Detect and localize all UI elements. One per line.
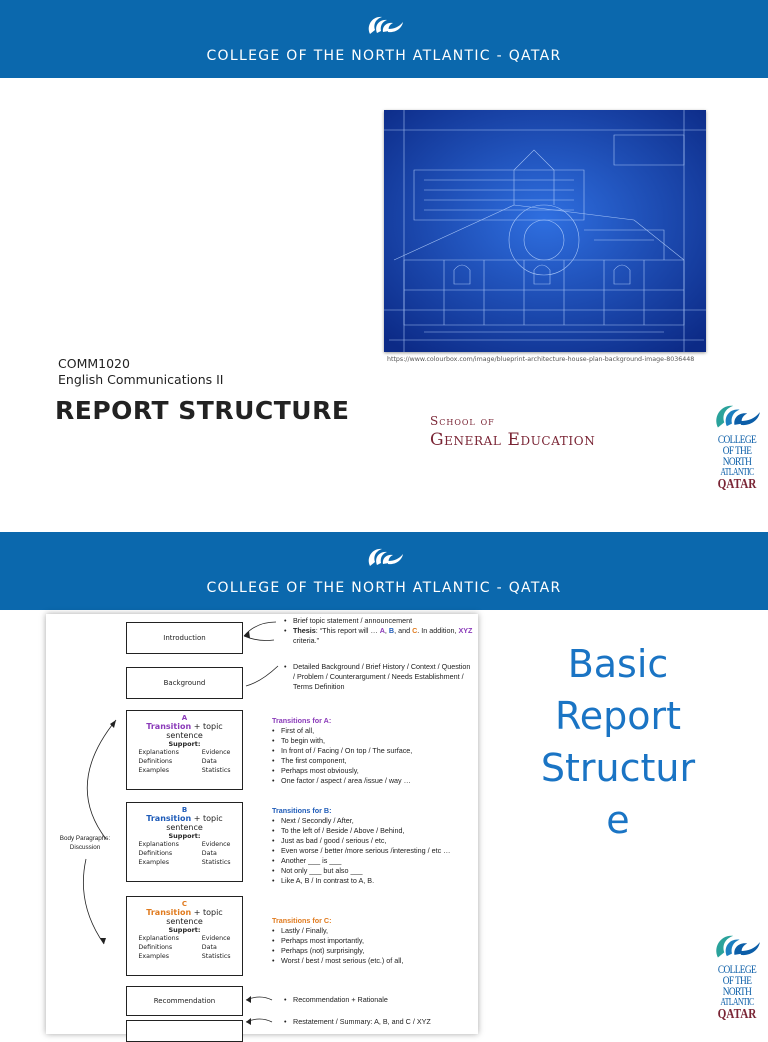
recommendation-box bbox=[126, 986, 243, 1016]
transition-word: Transition bbox=[146, 722, 192, 731]
heading-line: e bbox=[606, 798, 630, 842]
wave-logo-icon bbox=[366, 14, 404, 36]
transition-item: • Perhaps (not) surprisingly, bbox=[281, 946, 472, 956]
para-letter: C bbox=[181, 900, 188, 908]
recommendation-bullet: • Recommendation + Rationale bbox=[293, 995, 474, 1005]
transitions-title: Transitions for C: bbox=[272, 916, 332, 925]
letter-c: C bbox=[412, 626, 418, 635]
transition-item: • Next / Secondly / After, bbox=[281, 816, 472, 826]
transitions-title: Transitions for A: bbox=[272, 716, 332, 725]
heading-line: Report bbox=[555, 694, 681, 738]
report-structure-diagram bbox=[46, 614, 478, 1034]
slide-heading bbox=[520, 638, 716, 846]
support-label: Support: bbox=[168, 832, 201, 840]
college-banner bbox=[0, 0, 768, 78]
support-item: Explanations bbox=[138, 749, 179, 756]
box-label: Recommendation bbox=[153, 997, 216, 1005]
logo-word: COLLEGE bbox=[717, 962, 757, 976]
course-code: COMM1020 bbox=[58, 356, 130, 371]
support-item: Examples bbox=[138, 953, 170, 960]
wave-logo-icon bbox=[712, 932, 762, 960]
background-box bbox=[126, 667, 243, 699]
logo-word: QATAR bbox=[717, 477, 757, 492]
course-name: English Communications II bbox=[58, 372, 224, 387]
support-item: Evidence bbox=[201, 935, 231, 942]
logo-word: QATAR bbox=[717, 1007, 757, 1022]
letter-a: A bbox=[379, 626, 385, 635]
transition-word: Transition bbox=[146, 814, 192, 823]
support-item: Explanations bbox=[138, 935, 179, 942]
logo-word: NORTH bbox=[722, 454, 752, 468]
transitions-b bbox=[272, 806, 472, 886]
transition-item: • Just as bad / good / serious / etc, bbox=[281, 836, 472, 846]
transitions-a bbox=[272, 716, 472, 786]
logo-word: ATLANTIC bbox=[720, 467, 754, 478]
support-item: Statistics bbox=[201, 859, 231, 866]
banner-title: COLLEGE OF THE NORTH ATLANTIC - QATAR bbox=[206, 580, 562, 596]
para-letter: B bbox=[181, 806, 188, 814]
logo-word: OF THE bbox=[722, 973, 752, 987]
heading-line: Structur bbox=[540, 746, 696, 790]
xyz-letters: XYZ bbox=[458, 626, 473, 635]
support-item: Statistics bbox=[201, 767, 231, 774]
box-label: Introduction bbox=[163, 634, 206, 642]
college-logo bbox=[708, 932, 766, 1022]
support-item: Definitions bbox=[138, 850, 173, 857]
support-item: Explanations bbox=[138, 841, 179, 848]
topic-text: + topic sentence bbox=[166, 908, 223, 926]
support-item: Definitions bbox=[138, 944, 173, 951]
transition-item: • Like A, B / In contrast to A, B. bbox=[281, 876, 472, 886]
transition-item: • In front of / Facing / On top / The surface, bbox=[281, 746, 472, 756]
logo-word: ATLANTIC bbox=[720, 997, 754, 1008]
topic-text: + topic sentence bbox=[166, 722, 223, 740]
school-logo bbox=[430, 414, 595, 450]
restatement-bullets bbox=[284, 1017, 474, 1027]
letter-b: B bbox=[388, 626, 395, 635]
logo-word: OF THE bbox=[722, 443, 752, 457]
support-label: Support: bbox=[168, 926, 201, 934]
topic-text: + topic sentence bbox=[166, 814, 223, 832]
support-item: Data bbox=[201, 850, 217, 857]
transition-item: • Lastly / Finally, bbox=[281, 926, 472, 936]
transition-item: • Perhaps most obviously, bbox=[281, 766, 472, 776]
heading-line: Basic bbox=[567, 642, 669, 686]
intro-bullets bbox=[284, 616, 474, 646]
restatement-bullet: • Restatement / Summary: A, B, and C / XYZ bbox=[293, 1017, 474, 1027]
title-slide bbox=[0, 0, 768, 512]
logo-word: COLLEGE bbox=[717, 432, 757, 446]
conclusion-box bbox=[126, 1020, 243, 1042]
transitions-title: Transitions for B: bbox=[272, 806, 332, 815]
slide-title: REPORT STRUCTURE bbox=[55, 396, 350, 425]
transition-item: • One factor / aspect / area /issue / way … bbox=[281, 776, 472, 786]
transition-word: Transition bbox=[146, 908, 192, 917]
thesis-text: , and bbox=[394, 626, 413, 635]
transition-item: • Perhaps most importantly, bbox=[281, 936, 472, 946]
wave-logo-icon bbox=[712, 402, 762, 430]
support-item: Evidence bbox=[201, 841, 231, 848]
course-info bbox=[58, 356, 224, 388]
introduction-box bbox=[126, 622, 243, 654]
image-credit: https://www.colourbox.com/image/blueprint-architecture-house-plan-background-image-8036448 bbox=[387, 356, 695, 363]
transition-item: • Worst / best / most serious (etc.) of all, bbox=[281, 956, 472, 966]
support-item: Data bbox=[201, 758, 217, 765]
support-item: Statistics bbox=[201, 953, 231, 960]
school-line1: School of bbox=[430, 414, 495, 428]
support-item: Data bbox=[201, 944, 217, 951]
thesis-text: . In addition, bbox=[417, 626, 459, 635]
para-letter: A bbox=[181, 714, 188, 722]
college-logo bbox=[708, 402, 766, 492]
thesis-text: criteria.” bbox=[293, 636, 319, 645]
transition-item: • First of all, bbox=[281, 726, 472, 736]
blueprint-image bbox=[384, 110, 706, 352]
paragraph-box-a bbox=[126, 710, 243, 790]
school-line2: General Education bbox=[430, 430, 596, 450]
support-item: Evidence bbox=[201, 749, 231, 756]
support-item: Definitions bbox=[138, 758, 173, 765]
box-label: Background bbox=[163, 679, 206, 687]
support-label: Support: bbox=[168, 740, 201, 748]
college-banner bbox=[0, 532, 768, 610]
wave-logo-icon bbox=[366, 546, 404, 568]
transition-item: • Another ___ is ___ bbox=[281, 856, 472, 866]
thesis-text: : “This report will … bbox=[315, 626, 380, 635]
paragraph-box-b bbox=[126, 802, 243, 882]
banner-title: COLLEGE OF THE NORTH ATLANTIC - QATAR bbox=[206, 48, 562, 64]
support-item: Examples bbox=[138, 767, 170, 774]
transition-item: • To begin with, bbox=[281, 736, 472, 746]
thesis-bullet bbox=[293, 626, 474, 646]
logo-word: NORTH bbox=[722, 984, 752, 998]
thesis-text: , bbox=[384, 626, 389, 635]
transitions-c bbox=[272, 916, 472, 966]
transition-item: • Even worse / better /more serious /interesting / etc … bbox=[281, 846, 472, 856]
thesis-label: Thesis bbox=[293, 626, 316, 635]
transition-item: • To the left of / Beside / Above / Behind, bbox=[281, 826, 472, 836]
paragraph-box-c bbox=[126, 896, 243, 976]
background-bullets bbox=[284, 662, 474, 692]
transition-item: • The first component, bbox=[281, 756, 472, 766]
background-bullet: • Detailed Background / Brief History / Context / Question / Problem / Counterargument / Needs Establishment / Terms Definition bbox=[293, 662, 474, 692]
body-paragraphs-label: Body Paragraphs: Discussion bbox=[59, 835, 111, 851]
slide-gap bbox=[0, 512, 768, 532]
recommendation-bullets bbox=[284, 995, 474, 1005]
support-item: Examples bbox=[138, 859, 170, 866]
intro-bullet: • Brief topic statement / announcement bbox=[293, 616, 474, 626]
transition-item: • Not only ___ but also ___ bbox=[281, 866, 472, 876]
